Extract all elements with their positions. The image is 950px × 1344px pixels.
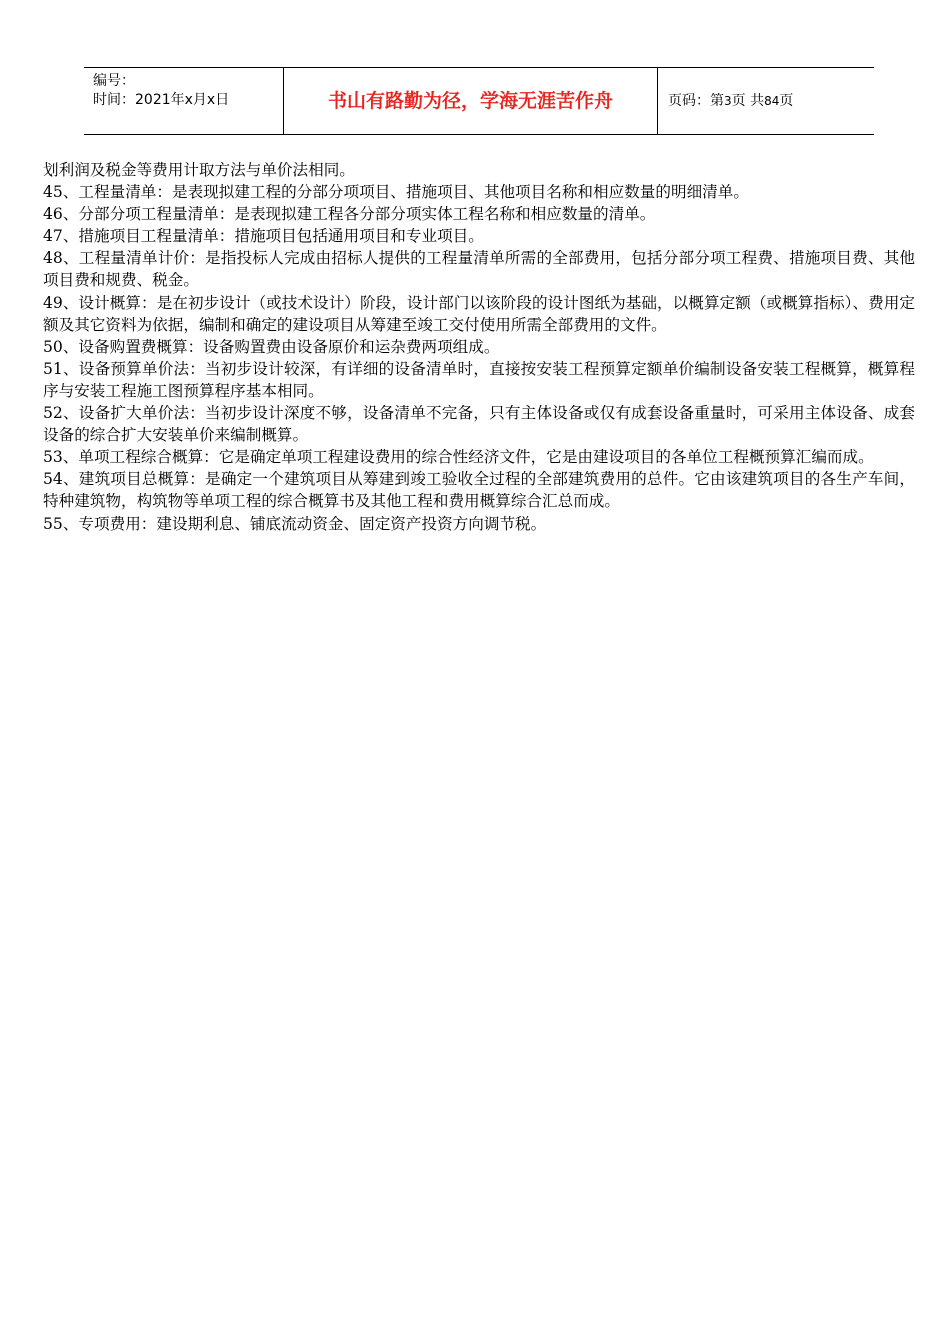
- paragraph: 48、工程量清单计价：是指投标人完成由招标人提供的工程量清单所需的全部费用，包括分部分项工程费、措施项目费、其他项目费和规费、税金。: [43, 249, 915, 290]
- page-prefix: 页码：第: [668, 93, 724, 109]
- page-header: [84, 67, 874, 135]
- paragraph: 55、专项费用：建设期利息、铺底流动资金、固定资产投资方向调节税。: [43, 514, 547, 533]
- paragraph: 54、建筑项目总概算：是确定一个建筑项目从筹建到竣工验收全过程的全部建筑费用的总件。它由该建筑项目的各生产车间，特种建筑物，构筑物等单项工程的综合概算书及其他工程和费用概算综合汇总而成。: [43, 470, 915, 511]
- paragraph: 51、设备预算单价法：当初步设计较深，有详细的设备清单时，直接按安装工程预算定额单价编制设备安装工程概算，概算程序与安装工程施工图预算程序基本相同。: [43, 359, 915, 400]
- document-body: [43, 159, 915, 535]
- paragraph: 50、设备购置费概算：设备购置费由设备原价和运杂费两项组成。: [43, 337, 500, 356]
- paragraph: 52、设备扩大单价法：当初步设计深度不够，设备清单不完备，只有主体设备或仅有成套设备重量时，可采用主体设备、成套设备的综合扩大安装单价来编制概算。: [43, 404, 915, 445]
- document-time-label: 时间：2021年x月x日: [93, 92, 230, 108]
- paragraph: 划利润及税金等费用计取方法与单价法相同。: [43, 161, 355, 179]
- header-meta: [84, 68, 284, 134]
- header-motto: 书山有路勤为径，学海无涯苦作舟: [284, 68, 658, 134]
- paragraph: 46、分部分项工程量清单：是表现拟建工程各分部分项实体工程名称和相应数量的清单。: [43, 205, 656, 224]
- page-suffix: 页: [779, 93, 794, 109]
- page-current: 3: [724, 94, 732, 108]
- paragraph: 49、设计概算：是在初步设计（或技术设计）阶段，设计部门以该阶段的设计图纸为基础，以概算定额（或概算指标）、费用定额及其它资料为依据，编制和确定的建设项目从筹建至竣工交付使用所需全部费用的文件。: [43, 293, 915, 334]
- paragraph: 53、单项工程综合概算：它是确定单项工程建设费用的综合性经济文件，它是由建设项目的各单位工程概预算汇编而成。: [43, 448, 874, 467]
- page-total: 84: [764, 94, 780, 108]
- document-number-label: 编号：: [93, 73, 135, 89]
- page-middle: 页 共: [731, 93, 765, 109]
- paragraph: 45、工程量清单：是表现拟建工程的分部分项项目、措施项目、其他项目名称和相应数量的明细清单。: [43, 183, 749, 202]
- page-indicator: [658, 68, 874, 134]
- paragraph: 47、措施项目工程量清单：措施项目包括通用项目和专业项目。: [43, 227, 484, 246]
